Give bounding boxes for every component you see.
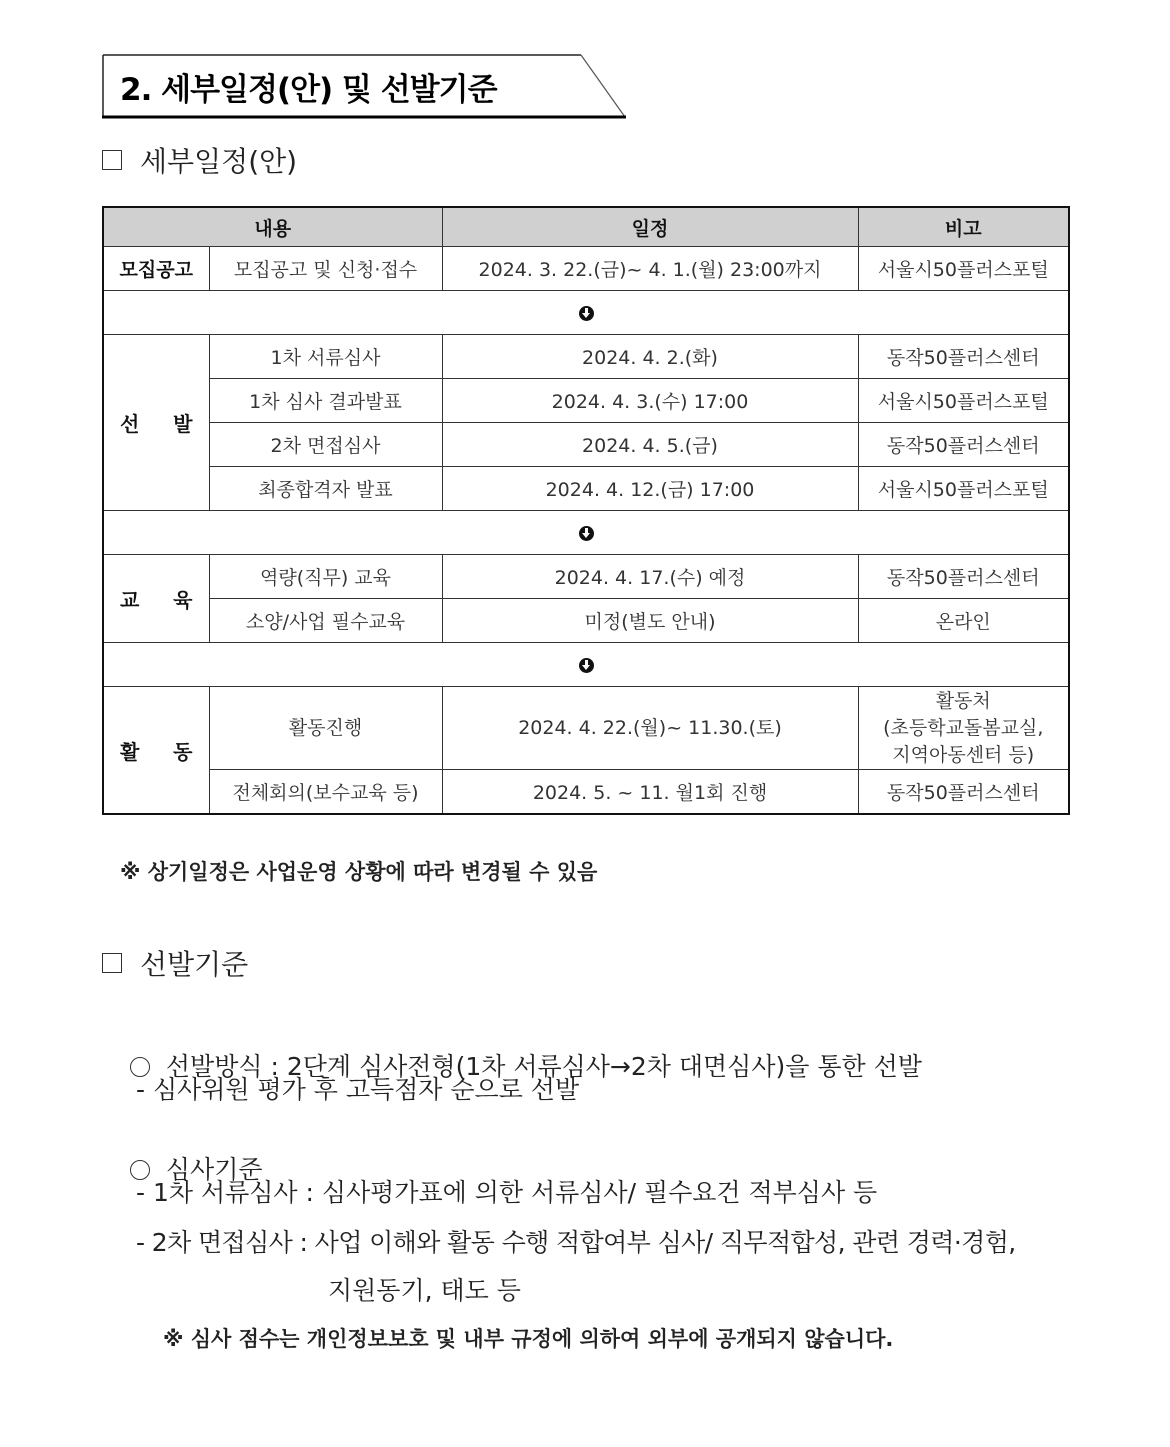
row-note: 서울시50플러스포털 (858, 467, 1069, 511)
row-content: 최종합격자 발표 (209, 467, 442, 511)
row-content: 소양/사업 필수교육 (209, 599, 442, 643)
arrow-row (103, 291, 1069, 335)
criteria-continuation: 지원동기, 태도 등 (328, 1276, 521, 1305)
table-header-row (103, 207, 1069, 247)
row-note (858, 687, 1069, 770)
table-row (103, 335, 1069, 379)
row-content: 활동진행 (209, 687, 442, 770)
row-schedule: 2024. 4. 5.(금) (442, 423, 858, 467)
table-row (103, 467, 1069, 511)
category-activity (103, 687, 209, 815)
square-bullet-icon (102, 953, 122, 973)
category-selection (103, 335, 209, 511)
row-schedule: 2024. 4. 22.(월)~ 11.30.(토) (442, 687, 858, 770)
row-content: 1차 심사 결과발표 (209, 379, 442, 423)
row-note: 동작50플러스센터 (858, 423, 1069, 467)
table-row (103, 379, 1069, 423)
note-line: 지역아동센터 등) (892, 743, 1035, 766)
row-note: 동작50플러스센터 (858, 770, 1069, 815)
category-char: 동 (173, 739, 193, 764)
circled-down-arrow-icon (579, 658, 594, 673)
table-row (103, 687, 1069, 770)
row-schedule: 2024. 5. ~ 11. 월1회 진행 (442, 770, 858, 815)
row-schedule: 2024. 4. 2.(화) (442, 335, 858, 379)
row-content: 1차 서류심사 (209, 335, 442, 379)
table-row (103, 423, 1069, 467)
table-row (103, 555, 1069, 599)
arrow-row (103, 511, 1069, 555)
circled-down-arrow-icon (579, 306, 594, 321)
row-content: 모집공고 및 신청·접수 (209, 247, 442, 291)
row-schedule: 미정(별도 안내) (442, 599, 858, 643)
category-education (103, 555, 209, 643)
header-note: 비고 (858, 207, 1069, 247)
criteria-section-heading (102, 943, 248, 983)
row-content: 역량(직무) 교육 (209, 555, 442, 599)
category-recruit: 모집공고 (103, 247, 209, 291)
table-row (103, 599, 1069, 643)
row-note: 온라인 (858, 599, 1069, 643)
table-row (103, 770, 1069, 815)
criteria-text: 선발방식 : 2단계 심사전형(1차 서류심사→2차 대면심사)을 통한 선발 (165, 1052, 922, 1081)
category-char: 활 (120, 739, 140, 764)
header-content: 내용 (103, 207, 442, 247)
row-schedule: 2024. 4. 12.(금) 17:00 (442, 467, 858, 511)
document-title-box (102, 54, 625, 118)
row-note: 서울시50플러스포털 (858, 247, 1069, 291)
criteria-subitem: - 심사위원 평가 후 고득점자 순으로 선발 (136, 1075, 580, 1104)
schedule-heading-text: 세부일정(안) (140, 145, 298, 178)
header-schedule: 일정 (442, 207, 858, 247)
note-line: 활동처 (935, 689, 991, 712)
schedule-section-heading (102, 140, 297, 180)
row-content: 전체회의(보수교육 등) (209, 770, 442, 815)
criteria-subitem: - 2차 면접심사 : 사업 이해와 활동 수행 적합여부 심사/ 직무적합성, 관련 경력·경험, (136, 1228, 1016, 1257)
schedule-table (102, 206, 1070, 815)
criteria-footnote: ※ 심사 점수는 개인정보보호 및 내부 규정에 의하여 외부에 공개되지 않습니다. (163, 1327, 894, 1351)
category-char: 선 (120, 412, 140, 436)
document-title: 2. 세부일정(안) 및 선발기준 (120, 72, 497, 108)
category-char: 발 (173, 412, 193, 436)
category-char: 교 (120, 588, 140, 612)
criteria-text: 심사기준 (165, 1155, 263, 1184)
category-char: 육 (173, 588, 193, 612)
row-note: 동작50플러스센터 (858, 335, 1069, 379)
table-row (103, 247, 1069, 291)
row-note: 서울시50플러스포털 (858, 379, 1069, 423)
row-schedule: 2024. 4. 3.(수) 17:00 (442, 379, 858, 423)
arrow-row (103, 643, 1069, 687)
schedule-footnote: ※ 상기일정은 사업운영 상황에 따라 변경될 수 있음 (120, 860, 598, 884)
square-bullet-icon (102, 150, 122, 170)
criteria-heading-text: 선발기준 (140, 948, 249, 981)
note-line: (초등학교돌봄교실, (883, 716, 1044, 739)
circled-down-arrow-icon (579, 526, 594, 541)
row-content: 2차 면접심사 (209, 423, 442, 467)
row-schedule: 2024. 4. 17.(수) 예정 (442, 555, 858, 599)
row-note: 동작50플러스센터 (858, 555, 1069, 599)
criteria-subitem: - 1차 서류심사 : 심사평가표에 의한 서류심사/ 필수요건 적부심사 등 (136, 1178, 878, 1207)
row-schedule: 2024. 3. 22.(금)~ 4. 1.(월) 23:00까지 (442, 247, 858, 291)
